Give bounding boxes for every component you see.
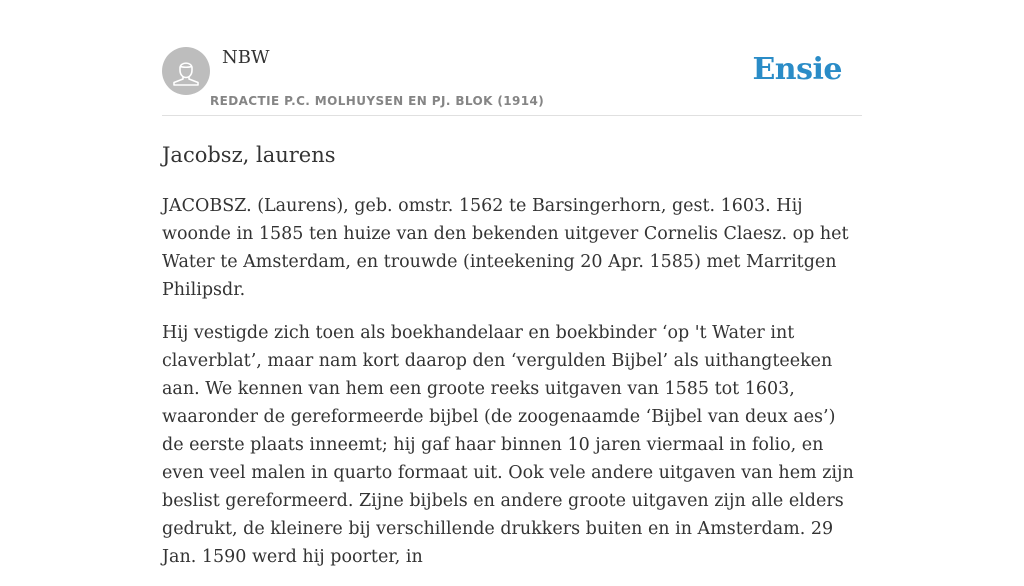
ensie-logo[interactable]: Ensie: [752, 52, 842, 87]
article-paragraph: Hij vestigde zich toen als boekhandelaar en boekbinder ‘op 't Water int claverblat’, maar nam kort daarop den ‘vergulden Bijbel’ als uithangteeken aan. We kennen van hem een groote reeks uitgaven van 1585 tot 1603, waaronder de gereformeerde bijbel (de zoogenaamde ‘Bijbel van deux aes’) de eerste plaats inneemt; hij gaf haar binnen 10 jaren viermaal in folio, en even veel malen in quarto formaat uit. Ook vele andere uitgaven van hem zijn beslist gereformeerd. Zijne bijbels en andere groote uitgaven zijn alle elders gedrukt, de kleinere bij verschillende drukkers buiten en in Amsterdam. 29 Jan. 1590 werd hij poorter, in: [162, 323, 854, 567]
article-paragraph: JACOBSZ. (Laurens), geb. omstr. 1562 te Barsingerhorn, gest. 1603. Hij woonde in 1585 ten huize van den bekenden uitgever Cornelis Claesz. op het Water te Amsterdam, en trouwde (inteekening 20 Apr. 1585) met Marritgen Philipsdr.: [162, 196, 849, 300]
article-body: [162, 192, 862, 586]
avatar[interactable]: [162, 47, 210, 95]
article-title: Jacobsz, laurens: [162, 143, 336, 167]
article-header: [162, 40, 862, 116]
user-icon: [162, 47, 210, 95]
source-attribution: REDACTIE P.C. MOLHUYSEN EN PJ. BLOK (1914): [210, 94, 545, 108]
author-name[interactable]: NBW: [222, 47, 270, 68]
